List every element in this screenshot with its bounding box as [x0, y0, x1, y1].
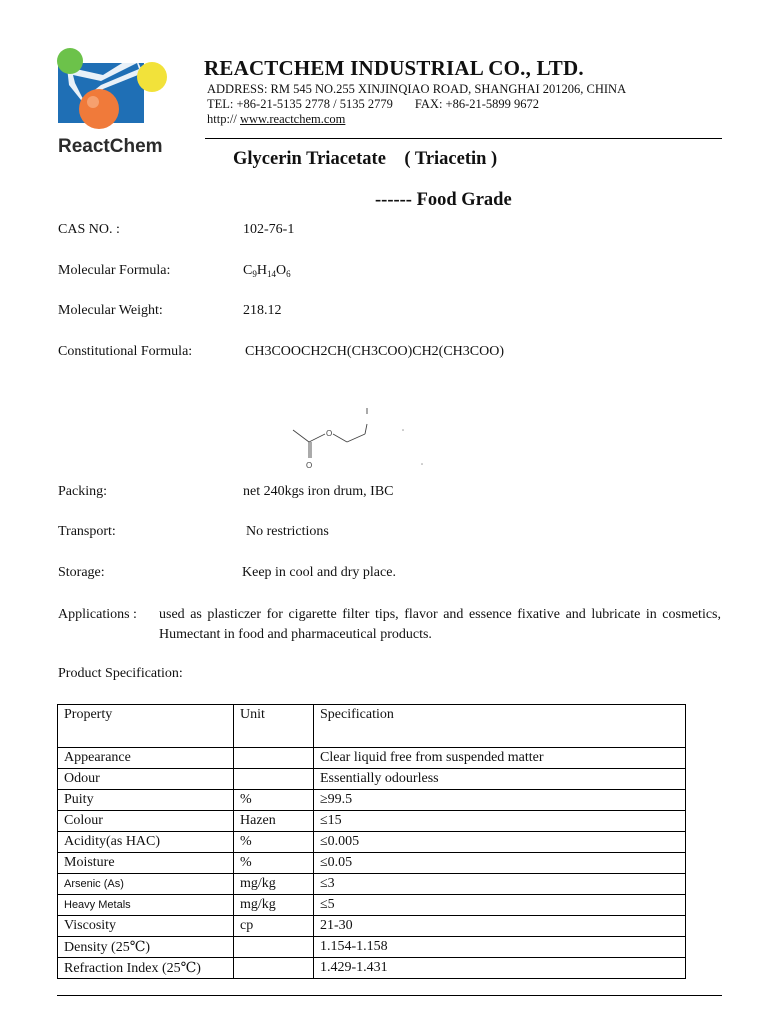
table-row: Puity % ≥99.5	[58, 790, 686, 811]
product-title: Glycerin Triacetate ( Triacetin )	[233, 149, 498, 169]
reactchem-logo-graphic	[55, 45, 175, 160]
packing-label: Packing:	[58, 484, 107, 499]
table-row: Density (25℃) 1.154-1.158	[58, 937, 686, 958]
spec-heading: Product Specification:	[58, 666, 183, 681]
molecular-formula-value: $C_9H_{14}O_6$	[243, 263, 291, 279]
cas-value: 102-76-1	[243, 222, 295, 237]
molecular-formula-label: Molecular Formula:	[58, 263, 171, 278]
carbonyl-oxygen-label: O	[306, 461, 313, 470]
company-name: REACTCHEM INDUSTRIAL CO., LTD.	[204, 56, 584, 80]
cas-label: CAS NO. :	[58, 222, 120, 237]
fax-text: FAX: +86-21-5899 9672	[414, 97, 540, 111]
footer-divider	[57, 995, 722, 996]
molecular-weight-value: 218.12	[243, 303, 282, 318]
logo-yellow-sphere	[137, 62, 167, 92]
ester-oxygen-label: O	[326, 429, 333, 438]
table-row: Arsenic (As) mg/kg ≤3	[58, 874, 686, 895]
logo-green-sphere	[57, 48, 83, 74]
table-row: Viscosity cp 21-30	[58, 916, 686, 937]
company-logo	[55, 45, 175, 160]
storage-value: Keep in cool and dry place.	[242, 565, 396, 580]
table-row: Appearance Clear liquid free from suspended matter	[58, 748, 686, 769]
applications-label: Applications :	[58, 607, 137, 622]
constitutional-formula-label: Constitutional Formula:	[58, 344, 193, 359]
table-row: Refraction Index (25℃) 1.429-1.431	[58, 958, 686, 979]
website-link[interactable]: www.reactchem.com	[240, 112, 346, 126]
structural-formula-image	[285, 400, 435, 472]
transport-label: Transport:	[58, 524, 116, 539]
constitutional-formula-value: CH3COOCH2CH(CH3COO)CH2(CH3COO)	[245, 344, 505, 359]
company-web	[207, 112, 626, 127]
table-row: Odour Essentially odourless	[58, 769, 686, 790]
table-row: Acidity(as HAC) % ≤0.005	[58, 832, 686, 853]
applications-block	[58, 605, 721, 645]
header-unit: Unit	[234, 705, 314, 748]
header-property: Property	[58, 705, 234, 748]
product-grade: ------ Food Grade	[375, 190, 512, 210]
header-specification: Specification	[314, 705, 686, 748]
header-divider	[205, 138, 722, 139]
logo-orange-sphere	[79, 89, 119, 129]
table-row: Colour Hazen ≤15	[58, 811, 686, 832]
http-prefix: http://	[207, 112, 237, 126]
table-row: Heavy Metals mg/kg ≤5	[58, 895, 686, 916]
tel-text: TEL: +86-21-5135 2778 / 5135 2779	[207, 97, 393, 111]
company-phones	[207, 97, 626, 112]
packing-value: net 240kgs iron drum, IBC	[243, 484, 394, 499]
spec-table-header	[58, 705, 686, 748]
company-contact	[207, 82, 626, 127]
molecular-weight-label: Molecular Weight:	[58, 303, 163, 318]
logo-text: ReactChem	[58, 136, 163, 157]
transport-value: No restrictions	[246, 524, 329, 539]
applications-value: used as plasticzer for cigarette filter tips, flavor and essence fixative and lubricate in cosmetics, Humectant in food and pharmaceutical products.	[159, 607, 721, 642]
spec-table	[57, 704, 686, 979]
storage-label: Storage:	[58, 565, 105, 580]
company-address: ADDRESS: RM 545 NO.255 XINJINQIAO ROAD, SHANGHAI 201206, CHINA	[207, 82, 627, 96]
table-row: Moisture % ≤0.05	[58, 853, 686, 874]
